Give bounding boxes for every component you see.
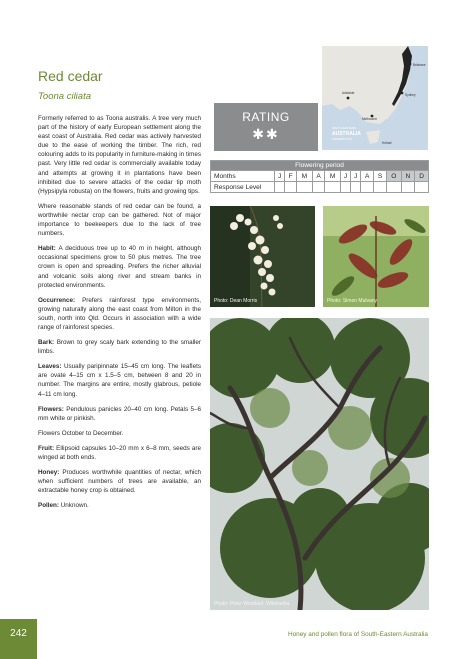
- map-label-country: AUSTRALIA: [332, 131, 361, 137]
- map-label-hobart: Hobart: [382, 141, 392, 145]
- month-apr: A: [312, 171, 325, 182]
- paragraph-flowering-time: Flowers October to December.: [38, 429, 124, 437]
- species-name: Toona ciliata: [38, 91, 91, 102]
- response-cell: [401, 182, 415, 193]
- map-label-melbourne: Melbourne: [362, 117, 378, 121]
- month-feb: F: [285, 171, 297, 182]
- month-may: M: [325, 171, 340, 182]
- text-column: [38, 114, 201, 510]
- months-row: [211, 171, 429, 182]
- distribution-map: [322, 46, 428, 150]
- paragraph-flowers: Flowers: Pendulous panicles 20–40 cm long. Petals 5–6 mm white or pinkish.: [38, 405, 201, 422]
- leaves-photo: [323, 206, 429, 307]
- map-label-adelaide: Adelaide: [342, 91, 355, 95]
- paragraph-bark: Bark: Brown to grey scaly bark extending to the smaller limbs.: [38, 339, 201, 356]
- response-cell: [374, 182, 387, 193]
- month-mar: M: [297, 171, 312, 182]
- map-label-sydney: Sydney: [405, 93, 416, 97]
- tree-photo: [210, 318, 429, 610]
- photo-credit-tree: Photo: Peter Woodard, Wikimedia: [214, 601, 290, 607]
- tree-image: [210, 318, 429, 610]
- paragraph-leaves: Leaves: Usually paripinnate 15–45 cm long. The leaflets are ovate 4–15 cm x 1.5–5 cm, between 8 and 20 in number. The margins are entire, mostly glabrous, petiole 4–11 cm long.: [38, 363, 201, 398]
- month-dec: D: [415, 171, 429, 182]
- response-cell: [340, 182, 350, 193]
- month-nov: N: [401, 171, 415, 182]
- response-cell: [285, 182, 297, 193]
- month-jul: J: [351, 171, 361, 182]
- page-number: 242: [0, 619, 37, 659]
- response-cell: [275, 182, 285, 193]
- map-label-region: SOUTH EASTERN: [332, 126, 356, 130]
- photo-credit-flowers: Photo: Dean Morris: [214, 298, 258, 304]
- response-cell: [297, 182, 312, 193]
- flowers-image: [210, 206, 315, 307]
- response-cell: [415, 182, 429, 193]
- flowers-photo: [210, 206, 315, 307]
- month-sep: S: [374, 171, 387, 182]
- paragraph-honey: Honey: Produces worthwhile quantities of nectar, which when sufficient numbers of trees are available, an extractable honey crop is obtained.: [38, 469, 201, 495]
- response-cell: [325, 182, 340, 193]
- paragraph-fruit: Fruit: Ellipsoid capsules 10–20 mm x 6–8 mm, seeds are winged at both ends.: [38, 444, 201, 461]
- map-label-brisbane: Brisbane: [413, 63, 426, 67]
- rating-stars: ✱✱: [252, 126, 280, 142]
- rating-label: RATING: [242, 110, 290, 124]
- response-level-label: Response Level: [211, 182, 275, 193]
- page-title: Red cedar: [38, 68, 103, 84]
- paragraph-nectar: Where reasonable stands of red cedar can be found, a worthwhile nectar crop can be gathered. Not of major importance to beekeepers due to the lack of tree numbers.: [38, 202, 201, 238]
- response-cell: [351, 182, 361, 193]
- month-jan: J: [275, 171, 285, 182]
- month-aug: A: [361, 171, 374, 182]
- month-oct: O: [386, 171, 401, 182]
- flowering-period-table: [210, 160, 429, 193]
- response-row: [211, 182, 429, 193]
- rating-box: [214, 103, 318, 151]
- flowering-period-header: Flowering period: [211, 161, 429, 171]
- paragraph-pollen: Pollen: Unknown.: [38, 502, 89, 510]
- months-label: Months: [211, 171, 275, 182]
- paragraph-intro: Formerly referred to as Toona australis. A tree very much part of the history of early European settlement along the east coast of Australia. Red cedar was actively harvested due to the ease of working the timber. The rich, red colouring adds to its popularity in furniture-making in times past. Very little red cedar is commercially available today and attempts at growing it in plantations have been inhibited due to severe attacks of the cedar tip moth (Hypsipyla robusta) on the flowers, fruits and growing tips.: [38, 115, 201, 195]
- response-cell: [386, 182, 401, 193]
- map-graphic: [322, 46, 428, 150]
- leaves-image: [323, 206, 429, 307]
- response-cell: [361, 182, 374, 193]
- map-label-distribution: DISTRIBUTION: [332, 137, 352, 141]
- response-cell: [312, 182, 325, 193]
- photo-credit-leaves: Photo: Simon Mulvany: [327, 298, 378, 304]
- paragraph-habit: Habit: A deciduous tree up to 40 m in height, although occasional specimens grow to 50 plus metres. The tree crown is open and spreading. Prefers the richer alluvial and volcanic soils along river and stream banks in protected environments.: [38, 245, 201, 289]
- paragraph-occurrence: Occurrence: Prefers rainforest type environments, growing naturally along the east coast from Milton in the south, north into Qld. Occurs in association with a wide range of rainforest species.: [38, 296, 201, 331]
- book-title: Honey and pollen flora of South-Eastern Australia: [288, 631, 428, 638]
- month-jun: J: [340, 171, 350, 182]
